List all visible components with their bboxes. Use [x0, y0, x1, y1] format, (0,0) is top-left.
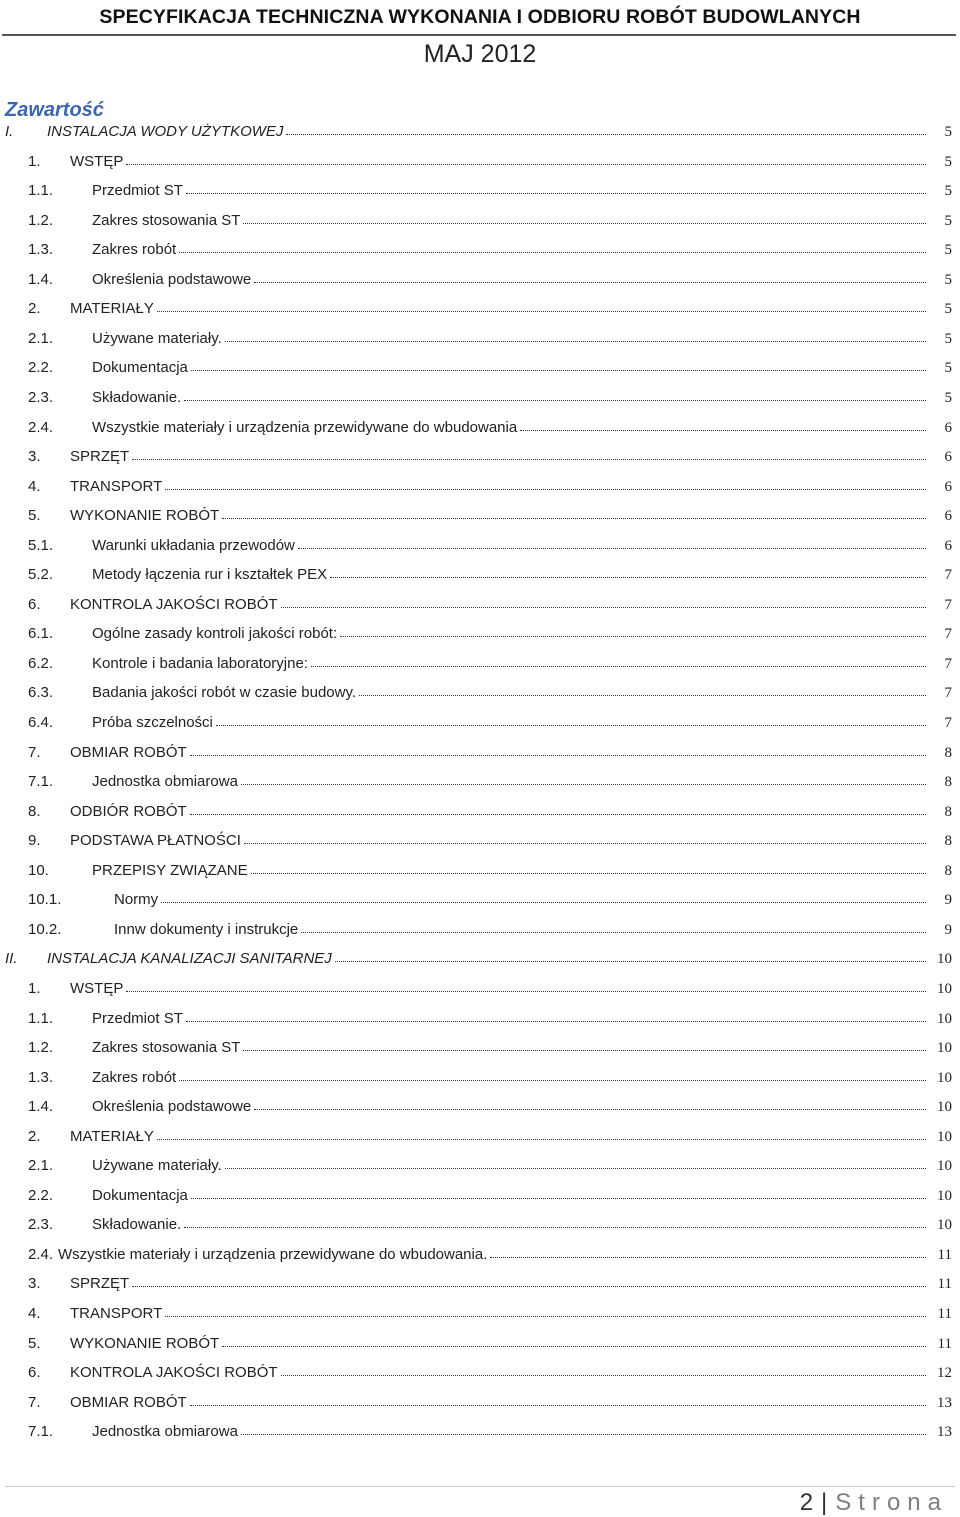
toc-entry-number: 1.3. [28, 1068, 54, 1086]
toc-entry-page: 10 [937, 951, 952, 968]
toc-dot-leader [132, 1286, 926, 1287]
toc-entry-number: 6.3. [28, 684, 54, 702]
toc-entry[interactable] [0, 801, 960, 823]
toc-dot-leader [165, 489, 926, 490]
toc-entry[interactable] [0, 653, 960, 675]
toc-entry-title: Kontrole i badania laboratoryjne: [92, 654, 308, 672]
toc-entry-number: I. [5, 123, 14, 140]
toc-entry-number: 1.2. [28, 211, 54, 229]
toc-entry[interactable] [0, 919, 960, 941]
toc-entry-page: 5 [944, 183, 952, 200]
toc-entry-title: Zakres stosowania ST [92, 211, 241, 229]
toc-entry-title: Wszystkie materiały i urządzenia przewidywane do wbudowania [92, 418, 518, 436]
toc-dot-leader [490, 1257, 926, 1258]
toc-entry-title: Przedmiot ST [92, 1009, 183, 1027]
toc-entry[interactable] [0, 269, 960, 291]
toc-entry-page: 11 [937, 1246, 952, 1263]
toc-entry-title: Ogólne zasady kontroli jakości robót: [92, 625, 338, 643]
toc-dot-leader [241, 784, 926, 785]
toc-dot-leader [157, 311, 926, 312]
toc-entry-title: Określenia podstawowe [92, 270, 252, 288]
toc-entry-number: 2.3. [28, 1216, 54, 1234]
toc-dot-leader [179, 252, 926, 253]
toc-entry-number: 4. [28, 1305, 41, 1322]
toc-entry[interactable] [0, 239, 960, 261]
toc-entry-title: Warunki układania przewodów [92, 536, 295, 554]
toc-dot-leader [225, 341, 926, 342]
toc-entry-page: 7 [944, 715, 952, 731]
toc-entry-number: 2.3. [28, 388, 54, 406]
toc-entry-page: 7 [944, 626, 952, 643]
toc-entry-page: 9 [944, 921, 952, 938]
toc-entry-page: 7 [944, 655, 952, 672]
toc-entry-title: TRANSPORT [70, 477, 163, 495]
toc-entry-page: 7 [944, 685, 952, 702]
toc-entry[interactable] [0, 151, 960, 173]
toc-dot-leader [191, 1198, 926, 1199]
toc-dot-leader [301, 932, 926, 933]
toc-entry-page: 8 [944, 744, 952, 761]
toc-dot-leader [165, 1316, 926, 1317]
toc-entry-number: 2.2. [28, 359, 54, 377]
toc-entry-title: Przedmiot ST [92, 182, 183, 200]
toc-entry-number: 6.2. [28, 654, 54, 672]
toc-entry-title: Zakres robót [92, 1068, 177, 1086]
toc-dot-leader [244, 843, 926, 844]
toc-entry-page: 10 [937, 1069, 952, 1086]
toc-entry-title: WYKONANIE ROBÓT [70, 507, 220, 525]
toc-entry-page: 8 [944, 833, 952, 850]
toc-entry-page: 6 [944, 478, 952, 495]
toc-entry[interactable] [0, 446, 960, 468]
toc-entry-title: Jednostka obmiarowa [92, 773, 238, 791]
toc-entry[interactable] [0, 1333, 960, 1355]
toc-entry[interactable] [0, 328, 960, 350]
toc-entry-number: 1.1. [28, 182, 54, 200]
toc-entry-page: 8 [944, 803, 952, 820]
toc-entry-title: Zakres stosowania ST [92, 1039, 241, 1057]
toc-entry-page: 6 [944, 449, 952, 466]
toc-entry-number: 10.1. [28, 891, 62, 909]
toc-entry-page: 10 [937, 1128, 952, 1145]
toc-entry[interactable] [0, 357, 960, 379]
toc-entry-page: 13 [937, 1394, 952, 1411]
toc-entry-title: Używane materiały. [92, 329, 222, 347]
toc-entry-page: 5 [944, 389, 952, 406]
toc-entry-page: 7 [944, 567, 952, 584]
toc-entry[interactable] [0, 121, 960, 143]
toc-entry[interactable] [0, 948, 960, 970]
footer-page-label: Strona [835, 1489, 948, 1516]
toc-entry-number: 6. [28, 1364, 41, 1382]
toc-entry-title: ODBIÓR ROBÓT [70, 802, 187, 820]
toc-entry[interactable] [0, 594, 960, 616]
toc-entry[interactable] [0, 1067, 960, 1089]
toc-entry-title: Próba szczelności [92, 714, 213, 731]
toc-entry[interactable] [0, 298, 960, 320]
toc-entry-number: 4. [28, 477, 41, 495]
toc-entry[interactable] [0, 1303, 960, 1325]
toc-entry-number: 7.1. [28, 773, 54, 791]
toc-entry-number: 5.2. [28, 566, 54, 584]
toc-entry-page: 5 [944, 212, 952, 229]
toc-dot-leader [251, 873, 926, 874]
toc-entry-page: 5 [944, 153, 952, 170]
toc-entry-number: 5.1. [28, 536, 54, 554]
toc-entry-title: Badania jakości robót w czasie budowy. [92, 684, 357, 702]
toc-entry-page: 5 [944, 330, 952, 347]
toc-entry-number: 2. [28, 1127, 41, 1145]
toc-entry-number: 2. [28, 300, 41, 318]
toc-dot-leader [254, 1109, 926, 1110]
toc-entry-title: Określenia podstawowe [92, 1098, 252, 1116]
toc-entry[interactable] [0, 417, 960, 439]
toc-dot-leader [179, 1080, 926, 1081]
toc-dot-leader [222, 1346, 926, 1347]
toc-dot-leader [186, 1021, 926, 1022]
toc-entry[interactable] [0, 1096, 960, 1118]
toc-entry-title: INSTALACJA KANALIZACJI SANITARNEJ [47, 950, 332, 968]
toc-entry-number: 1. [28, 979, 41, 997]
footer-page-number: 2 [799, 1489, 814, 1516]
footer-divider [5, 1486, 955, 1487]
toc-entry-title: KONTROLA JAKOŚCI ROBÓT [70, 1364, 278, 1382]
toc-entry-title: Używane materiały. [92, 1157, 222, 1175]
toc-dot-leader [184, 400, 926, 401]
toc-entry-page: 6 [944, 508, 952, 525]
toc-entry-page: 11 [937, 1335, 952, 1352]
document-title: SPECYFIKACJA TECHNICZNA WYKONANIA I ODBIORU ROBÓT BUDOWLANYCH [99, 6, 861, 28]
toc-dot-leader [191, 370, 926, 371]
toc-entry-number: 7. [28, 1393, 41, 1411]
toc-dot-leader [286, 134, 926, 135]
toc-entry-page: 10 [937, 1010, 952, 1027]
toc-entry-page: 10 [937, 1158, 952, 1175]
toc-entry-number: 1.4. [28, 1098, 54, 1116]
toc-entry-number: 5. [28, 1334, 41, 1352]
toc-entry-number: 2.1. [28, 329, 54, 347]
toc-entry-number: 1. [28, 152, 41, 170]
toc-entry[interactable] [0, 1392, 960, 1414]
toc-entry[interactable] [0, 387, 960, 409]
toc-entry[interactable] [0, 978, 960, 1000]
toc-entry-number: 7. [28, 743, 41, 761]
toc-dot-leader [254, 282, 926, 283]
toc-entry-page: 9 [944, 892, 952, 909]
toc-entry-title: Wszystkie materiały i urządzenia przewidywane do wbudowania. [58, 1245, 488, 1263]
toc-entry-number: 1.2. [28, 1039, 54, 1057]
toc-entry[interactable] [0, 860, 960, 882]
toc-dot-leader [241, 1434, 926, 1435]
toc-dot-leader [186, 193, 926, 194]
toc-entry-number: 2.2. [28, 1186, 54, 1204]
toc-entry[interactable] [0, 1155, 960, 1177]
toc-dot-leader [222, 518, 926, 519]
toc-entry[interactable] [0, 830, 960, 852]
toc-dot-leader [520, 430, 926, 431]
toc-dot-leader [190, 1405, 926, 1406]
toc-entry-number: 10. [28, 861, 49, 879]
toc-entry-page: 5 [944, 301, 952, 318]
toc-entry-page: 10 [937, 980, 952, 997]
toc-entry-number: 3. [28, 448, 41, 466]
toc-entry[interactable] [0, 1421, 960, 1443]
toc-entry-number: 6.4. [28, 714, 54, 731]
toc-heading: Zawartość [5, 99, 104, 121]
toc-entry-page: 12 [937, 1365, 952, 1382]
toc-entry-page: 5 [944, 360, 952, 377]
toc-entry[interactable] [0, 712, 960, 734]
toc-entry-page: 10 [937, 1187, 952, 1204]
toc-entry-title: MATERIAŁY [70, 300, 154, 318]
toc-entry-title: Dokumentacja [92, 1186, 188, 1204]
toc-entry-page: 10 [937, 1040, 952, 1057]
toc-entry-page: 10 [937, 1217, 952, 1234]
toc-entry-page: 11 [937, 1276, 952, 1293]
toc-entry[interactable] [0, 1185, 960, 1207]
toc-entry-number: 2.1. [28, 1157, 54, 1175]
toc-entry-page: 8 [944, 862, 952, 879]
toc-entry-title: SPRZĘT [70, 1275, 130, 1293]
toc-entry-page: 6 [944, 537, 952, 554]
toc-entry[interactable] [0, 682, 960, 704]
toc-entry-title: WSTĘP [70, 152, 124, 170]
toc-dot-leader [161, 902, 926, 903]
toc-entry[interactable] [0, 476, 960, 498]
toc-entry[interactable] [0, 742, 960, 764]
toc-entry-title: WSTĘP [70, 979, 124, 997]
toc-entry-number: 5. [28, 507, 41, 525]
toc-dot-leader [157, 1139, 926, 1140]
toc-entry[interactable] [0, 1126, 960, 1148]
toc-entry-number: 2.4. [28, 1245, 54, 1263]
toc-entry-title: Innw dokumenty i instrukcje [114, 920, 299, 938]
toc-dot-leader [298, 548, 926, 549]
toc-dot-leader [126, 991, 926, 992]
toc-entry-number: 9. [28, 832, 41, 850]
toc-entry[interactable] [0, 771, 960, 793]
toc-entry-page: 7 [944, 596, 952, 613]
toc-dot-leader [132, 459, 926, 460]
toc-entry-number: 1.3. [28, 241, 54, 259]
toc-entry-number: 6. [28, 595, 41, 613]
toc-entry[interactable] [0, 1362, 960, 1384]
toc-entry-title: PODSTAWA PŁATNOŚCI [70, 832, 241, 850]
toc-entry-page: 8 [944, 774, 952, 791]
toc-entry[interactable] [0, 210, 960, 232]
toc-dot-leader [243, 223, 926, 224]
toc-entry-number: 1.4. [28, 270, 54, 288]
toc-entry[interactable] [0, 180, 960, 202]
toc-entry-title: PRZEPISY ZWIĄZANE [92, 861, 248, 879]
toc-entry-number: 6.1. [28, 625, 54, 643]
footer-separator: | [821, 1489, 828, 1516]
toc-entry-title: Jednostka obmiarowa [92, 1423, 238, 1441]
toc-entry-number: 8. [28, 802, 41, 820]
toc-entry[interactable] [0, 1008, 960, 1030]
toc-entry-page: 10 [937, 1099, 952, 1116]
toc-entry-title: KONTROLA JAKOŚCI ROBÓT [70, 595, 278, 613]
toc-entry-number: II. [5, 950, 18, 968]
toc-entry-number: 3. [28, 1275, 41, 1293]
toc-entry-number: 10.2. [28, 920, 62, 938]
toc-entry-title: OBMIAR ROBÓT [70, 1393, 187, 1411]
toc-entry-page: 5 [944, 124, 952, 140]
toc-entry[interactable] [0, 1244, 960, 1266]
toc-entry-title: Zakres robót [92, 241, 177, 259]
toc-entry-title: OBMIAR ROBÓT [70, 743, 187, 761]
toc-entry-title: Dokumentacja [92, 359, 188, 377]
toc-dot-leader [190, 814, 926, 815]
toc-entry[interactable] [0, 889, 960, 911]
toc-entry[interactable] [0, 1273, 960, 1295]
document-date: MAJ 2012 [423, 40, 537, 68]
toc-entry-number: 7.1. [28, 1423, 54, 1441]
toc-entry[interactable] [0, 564, 960, 586]
toc-dot-leader [216, 725, 926, 726]
toc-entry-title: Metody łączenia rur i kształtek PEX [92, 566, 328, 584]
toc-dot-leader [243, 1050, 926, 1051]
toc-dot-leader [184, 1227, 926, 1228]
toc-entry[interactable] [0, 1037, 960, 1059]
page-footer [800, 1489, 948, 1517]
toc-entry[interactable] [0, 505, 960, 527]
toc-dot-leader [225, 1168, 926, 1169]
toc-entry-title: Składowanie. [92, 1216, 182, 1234]
toc-dot-leader [281, 1375, 926, 1376]
toc-entry-number: 1.1. [28, 1009, 54, 1027]
header-divider [2, 34, 956, 36]
toc-entry-title: INSTALACJA WODY UŻYTKOWEJ [47, 123, 284, 140]
toc-entry-page: 5 [944, 271, 952, 288]
toc-entry[interactable] [0, 1214, 960, 1236]
toc-entry-title: SPRZĘT [70, 448, 130, 466]
toc-dot-leader [190, 755, 926, 756]
toc-dot-leader [359, 695, 926, 696]
toc-entry-number: 2.4. [28, 418, 54, 436]
toc-dot-leader [330, 577, 926, 578]
toc-dot-leader [335, 961, 926, 962]
toc-entry-page: 11 [937, 1306, 952, 1322]
toc-entry[interactable] [0, 623, 960, 645]
toc-dot-leader [126, 164, 926, 165]
toc-dot-leader [281, 607, 926, 608]
toc-entry-title: Składowanie. [92, 388, 182, 406]
toc-entry-page: 6 [944, 419, 952, 436]
toc-entry-title: WYKONANIE ROBÓT [70, 1334, 220, 1352]
toc-dot-leader [311, 666, 926, 667]
toc-entry-title: MATERIAŁY [70, 1127, 154, 1145]
toc-dot-leader [340, 636, 926, 637]
toc-entry-page: 13 [937, 1424, 952, 1441]
toc-entry-title: TRANSPORT [70, 1305, 163, 1322]
toc-entry[interactable] [0, 535, 960, 557]
toc-entry-page: 5 [944, 242, 952, 259]
toc-entry-title: Normy [114, 891, 159, 909]
